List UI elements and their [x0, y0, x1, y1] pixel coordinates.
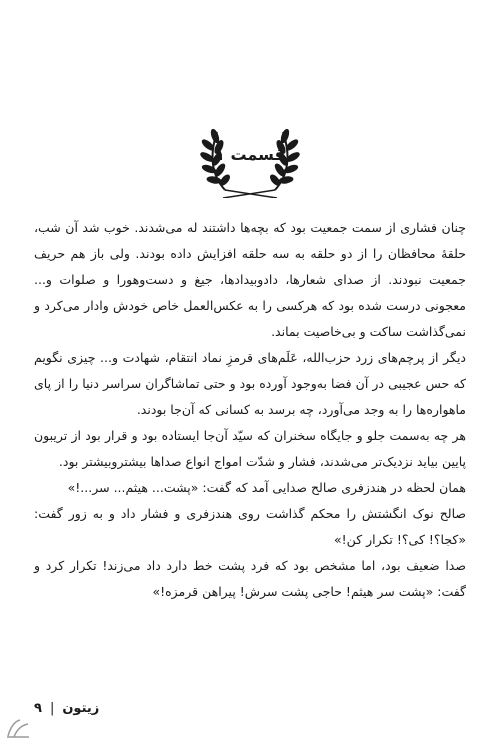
- chapter-title: قسمت ۱: [215, 145, 285, 164]
- footer-separator: |: [49, 701, 55, 716]
- chapter-emblem: [195, 118, 305, 198]
- page-footer: [34, 701, 99, 716]
- paragraph: دیگر از پرچم‌های زرد حزب‌الله، عَلَم‌های قرمزِ نماد انتقام، شهادت و... چیزی نگویم که حس عجیبی در آن فضا به‌وجود آورده بود و حتی تماشاگران سراسر دنیا را از پای ماهواره‌ها را به وجد می‌آورد، چه برسد به کسانی که آن‌جا بودند.: [34, 350, 466, 417]
- paragraph: چنان فشاری از سمت جمعیت بود که بچه‌ها داشتند له می‌شدند. خوب شد آن شب، حلقهٔ محافظان را از دو حلقه به سه حلقه افزایش داده بودند. ولی باز هم حریف جمعیت نبودند. از صدای شعارها، دادوبیدادها، جیغ و دست‌وهورا و صلوات و... معجونی درست شده بود که هرکسی را به عکس‌العمل خاص خودش وادار می‌کرد و نمی‌گذاشت ساکت و بی‌خاصیت بماند.: [34, 220, 466, 339]
- book-title: زیتون: [62, 701, 100, 716]
- paragraph: همان لحظه در هندزفری صالح صدایی آمد که گفت: «پشت... هیثم... سر...!»: [67, 480, 466, 495]
- page-number: ۹: [34, 701, 42, 716]
- paragraph: صالح نوک انگشتش را محکم گذاشت روی هندزفری و فشار داد و به زور گفت: «کجا؟! کی؟! تکرار کن!»: [34, 506, 466, 547]
- publisher-logo-icon: [4, 716, 32, 740]
- paragraph: هر چه به‌سمت جلو و جایگاه سخنران که سیّد آن‌جا ایستاده بود و قرار بود از تریبون پایین بیاید نزدیک‌تر می‌شدند، فشار و شدّت امواج انواع صداها بیشتروبیشتر بود.: [34, 428, 466, 469]
- paragraph: صدا ضعیف بود، اما مشخص بود که فرد پشت خط دارد داد می‌زند! تکرار کرد و گفت: «پشت سر هیثم! حاجی پشت سرش! پیراهن قرمزه!»: [34, 558, 466, 599]
- chapter-body: [34, 215, 466, 605]
